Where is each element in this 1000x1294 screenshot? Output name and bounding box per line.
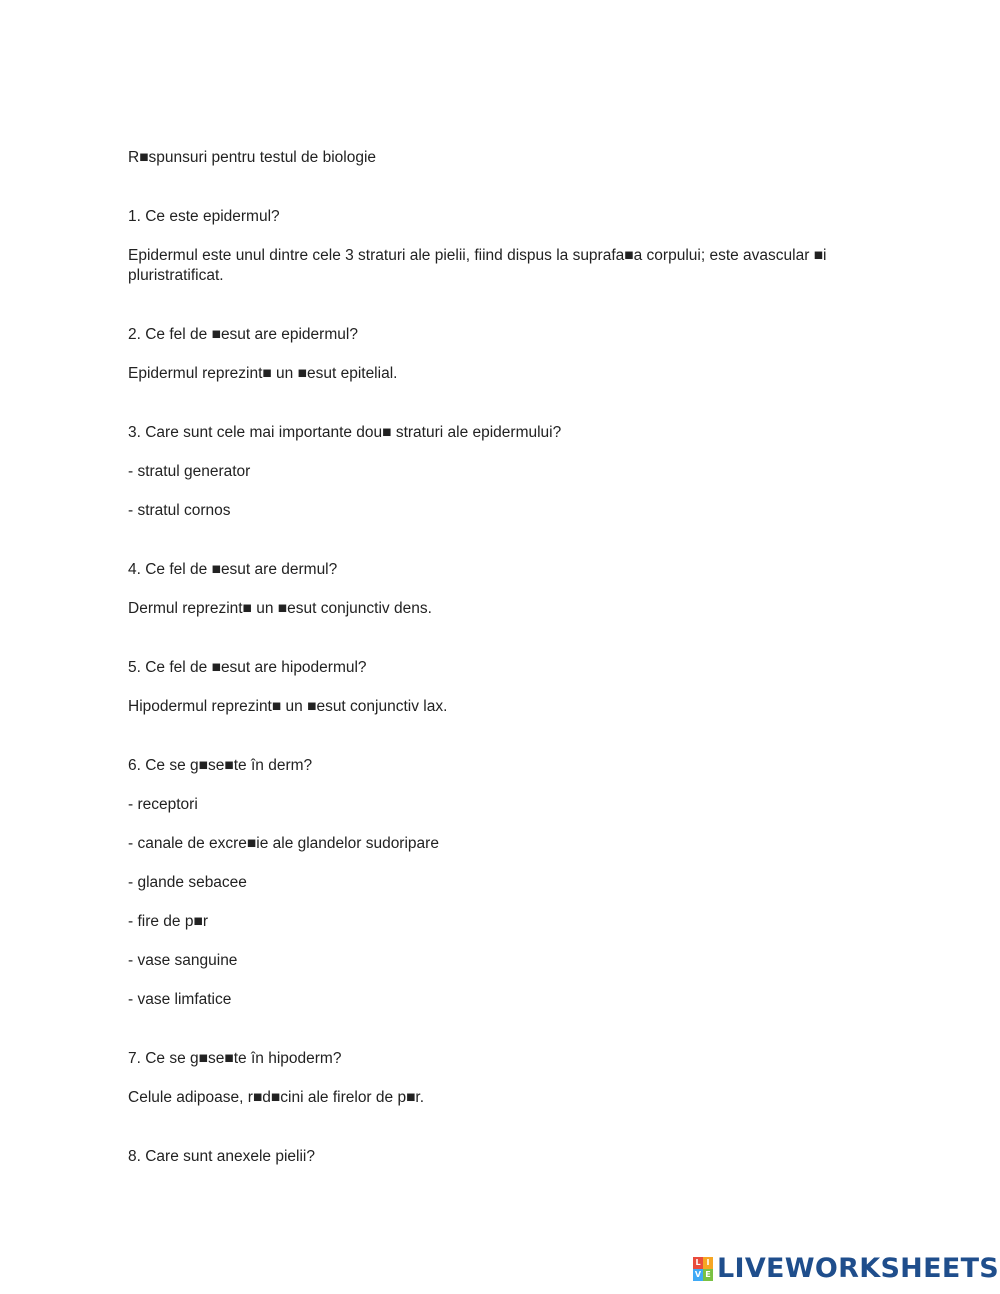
logo-mark-letter: E <box>703 1269 713 1281</box>
liveworksheets-logo <box>693 1255 999 1283</box>
list-item: - vase limfatice <box>128 991 232 1008</box>
answer-5: Hipodermul reprezint■ un ■esut conjunctiv lax. <box>128 698 448 715</box>
list-item: - fire de p■r <box>128 913 208 930</box>
question-1: 1. Ce este epidermul? <box>128 208 280 225</box>
list-item: - stratul cornos <box>128 502 231 519</box>
logo-mark-letter: V <box>694 1270 702 1279</box>
list-item: - vase sanguine <box>128 952 238 969</box>
answer-2: Epidermul reprezint■ un ■esut epitelial. <box>128 365 398 382</box>
document-title: R■spunsuri pentru testul de biologie <box>128 149 377 166</box>
answer-4: Dermul reprezint■ un ■esut conjunctiv dens. <box>128 600 432 617</box>
list-item: - receptori <box>128 796 198 813</box>
question-6: 6. Ce se g■se■te în derm? <box>128 757 313 774</box>
logo-text: LIVEWORKSHEETS <box>717 1253 1000 1284</box>
list-item: - canale de excre■ie ale glandelor sudoripare <box>128 835 439 852</box>
list-item: - glande sebacee <box>128 874 247 891</box>
question-5: 5. Ce fel de ■esut are hipodermul? <box>128 659 367 676</box>
question-7: 7. Ce se g■se■te în hipoderm? <box>128 1050 342 1067</box>
question-4: 4. Ce fel de ■esut are dermul? <box>128 561 338 578</box>
answer-1: Epidermul este unul dintre cele 3 straturi ale pielii, fiind dispus la suprafa■a corpului; este avascular ■i pluristratificat. <box>128 247 827 284</box>
question-3: 3. Care sunt cele mai importante dou■ straturi ale epidermului? <box>128 424 562 441</box>
question-8: 8. Care sunt anexele pielii? <box>128 1148 315 1165</box>
logo-mark-icon <box>693 1257 713 1281</box>
list-item: - stratul generator <box>128 463 251 480</box>
question-2: 2. Ce fel de ■esut are epidermul? <box>128 326 358 343</box>
answer-7: Celule adipoase, r■d■cini ale firelor de p■r. <box>128 1089 425 1106</box>
logo-mark-letter: L <box>693 1257 703 1269</box>
logo-mark-letter: I <box>703 1257 713 1269</box>
